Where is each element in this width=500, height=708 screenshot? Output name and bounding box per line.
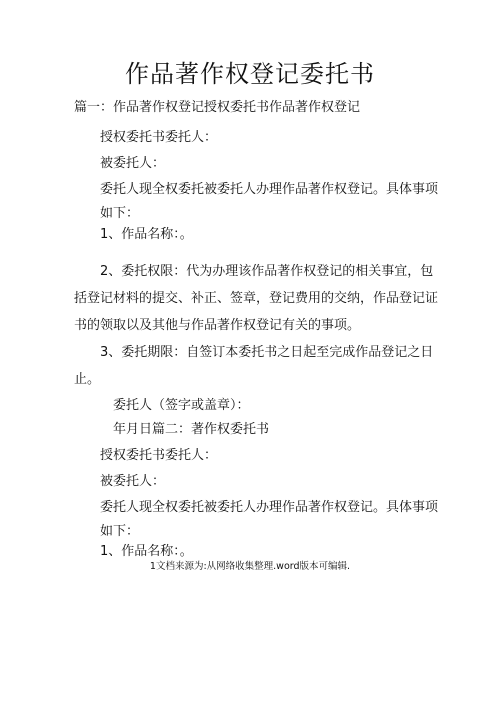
paragraph-authority-cont-1: 括登记材料的提交、补正、签章，登记费用的交纳，作品登记证: [74, 291, 439, 306]
paragraph-agent: 被委托人：: [100, 156, 166, 171]
document-footer: 1文档来源为:从网络收集整理.word版本可编辑.: [149, 561, 351, 572]
paragraph-authority-cont-2: 书的领取以及其他与作品著作权登记有关的事项。: [74, 318, 361, 333]
paragraph-work-name-2: 1、作品名称：。: [100, 544, 193, 559]
paragraph-as-follows-2: 如下：: [100, 524, 140, 539]
paragraph-delegation: 委托人现全权委托被委托人办理作品著作权登记。具体事项: [100, 182, 439, 197]
paragraph-part-one-heading: 篇一：作品著作权登记授权委托书作品著作权登记: [74, 100, 361, 115]
paragraph-work-name: 1、作品名称：。: [100, 227, 193, 242]
paragraph-authority: 2、委托权限：代为办理该作品著作权登记的相关事宜，包: [100, 264, 434, 279]
paragraph-term-cont: 止。: [74, 372, 101, 387]
paragraph-term: 3、委托期限：自签订本委托书之日起至完成作品登记之日: [100, 345, 434, 360]
paragraph-agent-2: 被委托人：: [100, 474, 166, 489]
paragraph-principal: 授权委托书委托人：: [100, 130, 218, 145]
paragraph-date-part-two: 年月日篇二：著作权委托书: [113, 422, 270, 437]
paragraph-as-follows: 如下：: [100, 206, 140, 221]
document-title: 作品著作权登记委托书: [125, 60, 375, 88]
paragraph-principal-2: 授权委托书委托人：: [100, 448, 218, 463]
paragraph-signature: 委托人（签字或盖章）：: [113, 398, 250, 413]
paragraph-delegation-2: 委托人现全权委托被委托人办理作品著作权登记。具体事项: [100, 500, 439, 515]
